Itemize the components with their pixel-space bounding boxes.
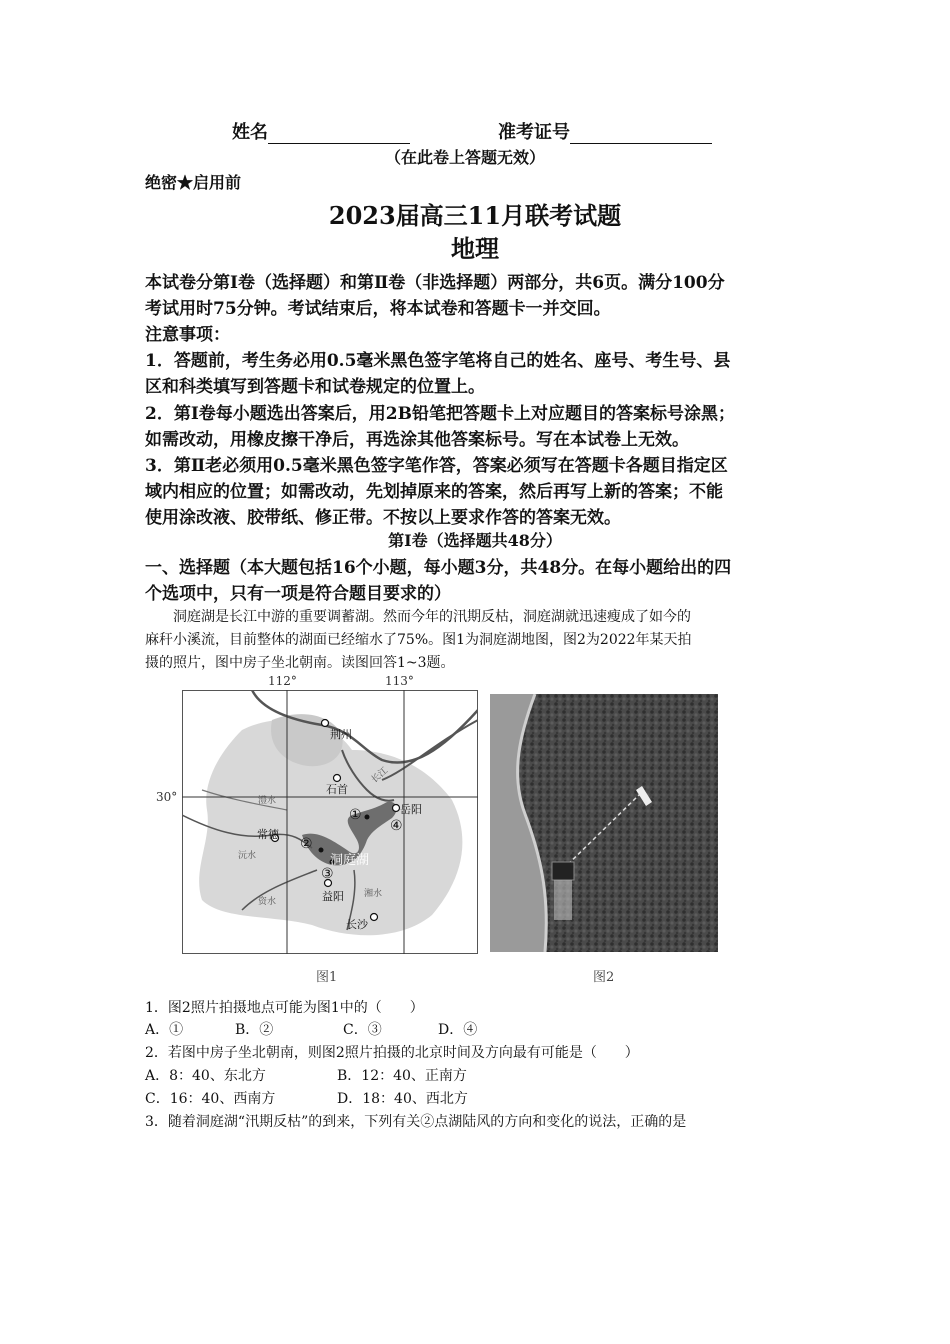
note-line-2: 区和科类填写到答题卡和试卷规定的位置上。 [145, 377, 485, 397]
map-label-zishui: 资水 [258, 897, 277, 907]
question-1-option-b: B．② [235, 1022, 274, 1038]
intro-line-2: 考试用时75分钟。考试结束后，将本试卷和答题卡一并交回。 [145, 299, 611, 319]
secret-label: 绝密★启用前 [145, 173, 242, 192]
longitude-113-label: 113° [385, 674, 414, 688]
question-1-option-a: A．① [145, 1022, 184, 1038]
map-label-changjiang: 长江 [369, 766, 391, 786]
map-label-yueyang: 岳阳 [400, 803, 422, 816]
question-1-stem: 1．图2照片拍摄地点可能为图1中的（ ） [145, 1000, 424, 1016]
notes-title: 注意事项： [145, 325, 230, 345]
subject-title: 地理 [451, 234, 499, 263]
question-2-option-a: A．8：40、东北方 [145, 1068, 266, 1084]
name-field [232, 118, 410, 144]
note-line-5: 3．第Ⅱ老必须用0.5毫米黑色签字笔作答，答案必须写在答题卡各题目指定区 [145, 456, 728, 476]
exam-title: 2023届高三11月联考试题 [328, 201, 622, 230]
map-label-xiangshui: 湘水 [364, 889, 383, 899]
intro-line-1: 本试卷分第Ⅰ卷（选择题）和第Ⅱ卷（非选择题）两部分，共6页。满分100分 [145, 273, 725, 293]
map-label-jingzhou: 荆州 [330, 728, 352, 741]
map-marker-4: ④ [390, 818, 403, 834]
invalid-notice: （在此卷上答题无效） [385, 148, 546, 167]
question-2-option-b: B．12：40、正南方 [337, 1068, 467, 1084]
figure2-caption: 图2 [593, 970, 615, 985]
exam-number-field [498, 118, 712, 144]
exam-number-blank [570, 125, 712, 144]
map-label-changde: 常德 [257, 828, 279, 841]
latitude-30-label: 30° [156, 790, 178, 804]
aerial-photo [490, 694, 718, 952]
question-2-option-c: C．16：40、西南方 [145, 1091, 276, 1107]
map-marker-2: ② [300, 836, 313, 852]
longitude-112-label: 112° [268, 674, 297, 688]
aerial-photo-drawing [490, 694, 718, 952]
passage-line-1: 洞庭湖是长江中游的重要调蓄湖。然而今年的汛期反枯，洞庭湖就迅速瘦成了如今的 [145, 609, 691, 625]
note-line-1: 1．答题前，考生务必用0.5毫米黑色签字笔将自己的姓名、座号、考生号、县 [145, 351, 731, 371]
question-1-option-c: C．③ [343, 1022, 382, 1038]
part-one-line-1: 一、选择题（本大题包括16个小题，每小题3分，共48分。在每小题给出的四 [145, 558, 732, 578]
map-marker-1: ① [349, 807, 362, 823]
note-line-7: 使用涂改液、胶带纸、修正带。不按以上要求作答的答案无效。 [145, 508, 621, 528]
note-line-4: 如需改动，用橡皮擦干净后，再选涂其他答案标号。写在本试卷上无效。 [145, 430, 689, 450]
section-title: 第Ⅰ卷（选择题共48分） [388, 531, 562, 550]
note-line-6: 域内相应的位置；如需改动，先划掉原来的答案，然后再写上新的答案；不能 [145, 482, 723, 502]
map-label-yuanshui: 沅水 [238, 851, 257, 861]
map-label-yiyang: 益阳 [322, 890, 344, 903]
map-label-shishou: 石首 [326, 783, 348, 796]
question-1-option-d: D．④ [438, 1022, 478, 1038]
name-blank [268, 125, 410, 144]
passage-line-3: 摄的照片，图中房子坐北朝南。读图回答1~3题。 [145, 655, 455, 671]
map-label-dongting-lake: 洞庭湖 [330, 853, 370, 868]
name-label: 姓名 [232, 122, 268, 143]
map-label-lishui: 澧水 [258, 796, 277, 806]
map-marker-3: ③ [321, 866, 334, 882]
figure1-caption: 图1 [316, 970, 338, 985]
part-one-line-2: 个选项中，只有一项是符合题目要求的） [145, 584, 451, 604]
map-label-changsha: 长沙 [346, 918, 368, 931]
passage-line-2: 麻秆小溪流，目前整体的湖面已经缩水了75%。图1为洞庭湖地图，图2为2022年某天拍 [145, 632, 692, 648]
note-line-3: 2．第Ⅰ卷每小题选出答案后，用2B铅笔把答题卡上对应题目的答案标号涂黑； [145, 404, 735, 424]
question-2-stem: 2．若图中房子坐北朝南，则图2照片拍摄的北京时间及方向最有可能是（ ） [145, 1045, 639, 1061]
question-2-option-d: D．18：40、西北方 [337, 1091, 468, 1107]
question-3-stem: 3．随着洞庭湖“汛期反枯”的到来，下列有关②点湖陆风的方向和变化的说法，正确的是 [145, 1114, 687, 1130]
exam-number-label: 准考证号 [498, 122, 570, 143]
